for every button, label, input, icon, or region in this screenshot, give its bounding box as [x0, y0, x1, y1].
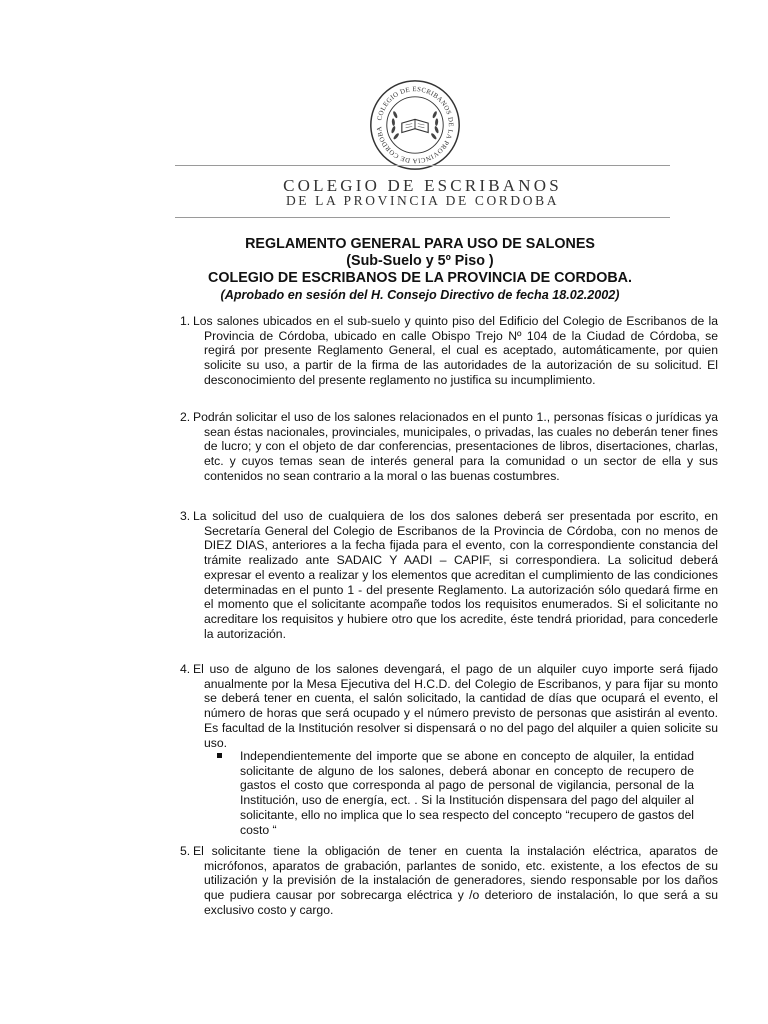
article-4 [180, 662, 718, 750]
letterhead-top-rule [175, 165, 670, 166]
letterhead-line-2: DE LA PROVINCIA DE CORDOBA [285, 193, 560, 208]
article-number: 1. [180, 314, 191, 328]
letterhead-bottom-rule [175, 217, 670, 218]
article-number: 5. [180, 844, 191, 858]
article-text: La solicitud del uso de cualquiera de los dos salones deberá ser presentada por escrito, en Secretaría General del Colegio de Escribanos de la Provincia de Córdoba, con no menos de DIEZ DIAS, anteriores a la fecha fijada para el evento, con la correspondiente constancia del trámite realizado ante SADAIC Y AADI – CAPIF, si correspondiera. La solicitud deberá expresar el evento a realizar y los elementos que acreditan el cumplimiento de las condiciones determinadas en el punto 1 - del presente Reglamento. La autorización sólo quedará firme en el momento que el solicitante acompañe todos los requisitos enumerados. Si el solicitante no acreditare los requisitos y hubiere otro que los acredite, éste tendrá prioridad, para concederle la autorización. [193, 509, 718, 641]
article-5 [180, 844, 718, 918]
square-bullet-icon [217, 753, 222, 758]
document-title-block [150, 236, 690, 303]
college-seal-logo [368, 78, 462, 172]
letterhead-line-1: COLEGIO DE ESCRIBANOS [283, 176, 562, 195]
article-3 [180, 509, 718, 641]
article-4-bullet: Independientemente del importe que se abone en concepto de alquiler, la entidad solicitante de alguno de los salones, deberá abonar en concepto de recupero de gastos el costo que corresponda al pago de personal de vigilancia, personal de la Institución, uso de energía, ect. . Si la Institución dispensara del pago del alquiler al solicitante, ello no implica que lo sea respecto del concepto “recupero de gastos del costo “ [240, 749, 694, 837]
svg-text:COLEGIO DE ESCRIBANOS DE LA PR: COLEGIO DE ESCRIBANOS DE LA PROVINCIA DE CORDOBA [376, 86, 454, 164]
article-text: El solicitante tiene la obligación de tener en cuenta la instalación eléctrica, aparatos de micrófonos, aparatos de grabación, parlantes de sonido, etc. existente, a los efectos de su utilización y la previsión de la instalación de generadores, siendo responsable por los daños que pudiera causar por sobrecarga eléctrica y /o deterioro de instalación, lo que será a su exclusivo costo y cargo. [193, 844, 718, 917]
article-number: 4. [180, 662, 191, 676]
article-text: Los salones ubicados en el sub-suelo y quinto piso del Edificio del Colegio de Escribanos de la Provincia de Córdoba, ubicado en calle Obispo Trejo Nº 104 de la Ciudad de Córdoba, se regirá por presente Reglamento General, el cual es aceptado, automáticamente, por quien solicite su uso, a partir de la firma de las autoridades de la autorización de su solicitud. El desconocimiento del presente reglamento no justifica su incumplimiento. [193, 314, 718, 387]
article-number: 3. [180, 509, 191, 523]
title-line-1: REGLAMENTO GENERAL PARA USO DE SALONES [245, 236, 595, 252]
title-line-2: (Sub-Suelo y 5º Piso ) [346, 253, 494, 269]
article-text: Podrán solicitar el uso de los salones relacionados en el punto 1., personas físicas o jurídicas ya sean éstas nacionales, provinciales, municipales, o privadas, las cuales no deberán tener fines de lucro; y con el objeto de dar conferencias, presentaciones de libros, disertaciones, charlas, etc. y cuyos temas sean de interés general para la comunidad o un sector de ella y sus contenidos no sean contrario a la moral o las buenas costumbres. [193, 410, 718, 483]
article-text: El uso de alguno de los salones devengará, el pago de un alquiler cuyo importe será fijado anualmente por la Mesa Ejecutiva del H.C.D. del Colegio de Escribanos, y para fijar su monto se deberá tener en cuenta, el salón solicitado, la cantidad de días que ocupará el evento, el número de horas que será ocupado y el número previsto de personas que asistirán al evento. Es facultad de la Institución resolver si dispensará o no del pago del alquiler a quien solicite su uso. [193, 662, 718, 750]
article-number: 2. [180, 410, 191, 424]
title-line-3: COLEGIO DE ESCRIBANOS DE LA PROVINCIA DE CORDOBA. [208, 270, 632, 286]
article-2 [180, 410, 718, 484]
article-1 [180, 314, 718, 388]
approval-note: (Aprobado en sesión del H. Consejo Directivo de fecha 18.02.2002) [220, 288, 620, 302]
